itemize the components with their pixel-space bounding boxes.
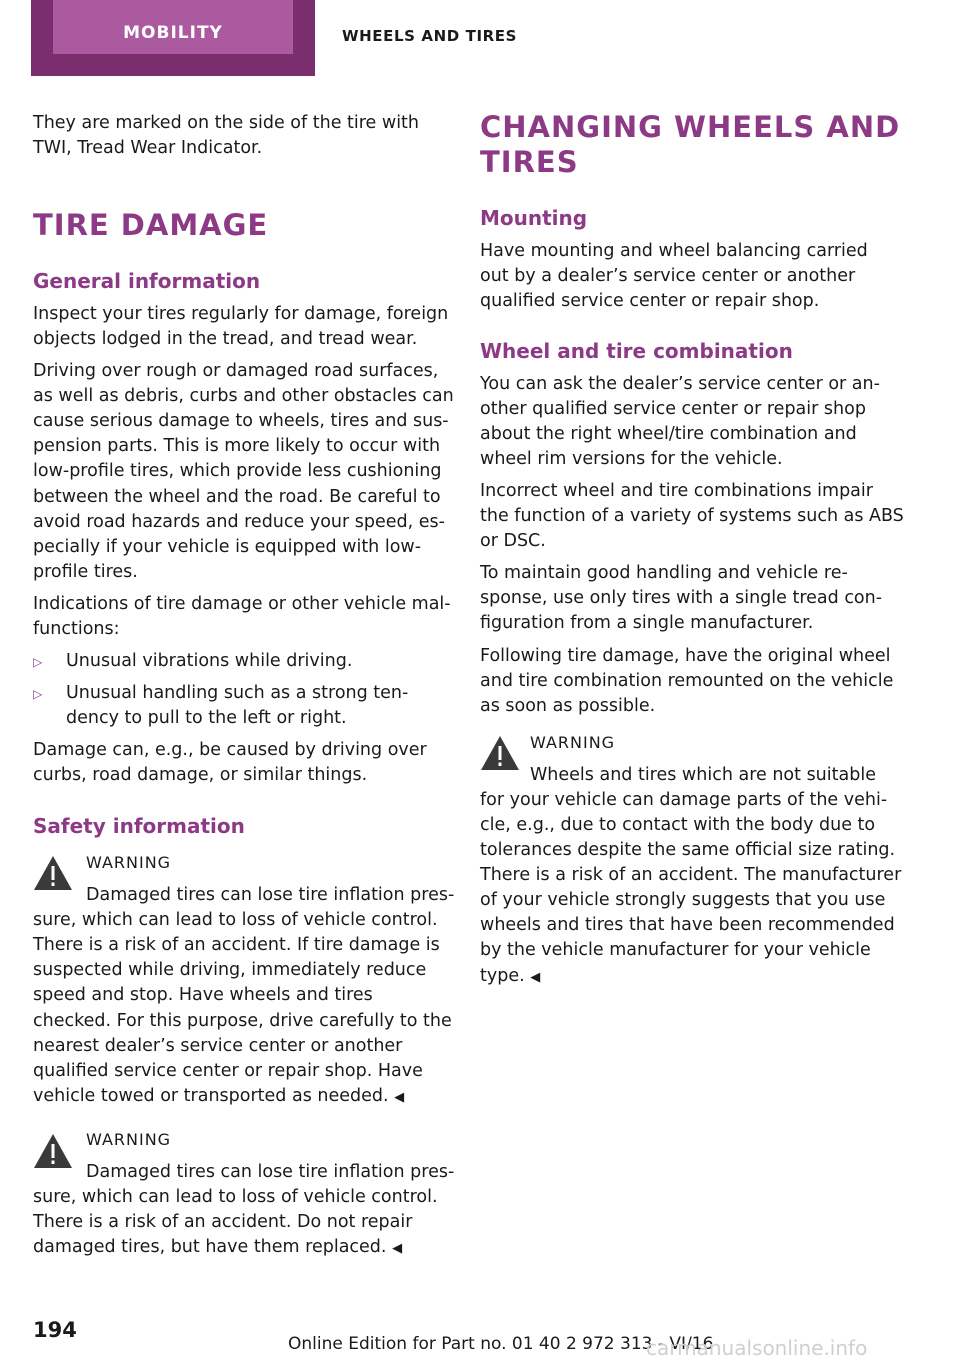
- bullet-arrow-icon: ▷: [33, 655, 43, 669]
- paragraph-line: sponse, use only tires with a single tread con-: [480, 588, 883, 608]
- paragraph-line: other qualified service center or repair shop: [480, 399, 866, 419]
- safety-information-heading: Safety information: [33, 814, 245, 838]
- paragraph-line: To maintain good handling and vehicle re-: [480, 563, 848, 583]
- paragraph-line: objects lodged in the tread, and tread wear.: [33, 329, 418, 349]
- edition-footer: Online Edition for Part no. 01 40 2 972 313 - VI/16: [288, 1334, 714, 1354]
- paragraph-line: wheel rim versions for the vehicle.: [480, 449, 783, 469]
- paragraph-line: profile tires.: [33, 562, 138, 582]
- warning-line: qualified service center or repair shop. Have: [33, 1061, 423, 1081]
- list-item: dency to pull to the left or right.: [66, 708, 347, 728]
- page-number: 194: [33, 1318, 77, 1342]
- warning-line: There is a risk of an accident. If tire damage is: [33, 935, 440, 955]
- mounting-heading: Mounting: [480, 206, 588, 230]
- warning-line: There is a risk of an accident. The manufacturer: [480, 865, 902, 885]
- paragraph-line: functions:: [33, 619, 120, 639]
- warning-label: WARNING: [86, 1130, 172, 1149]
- wheel-tire-combination-heading: Wheel and tire combination: [480, 339, 793, 363]
- paragraph-line: Damage can, e.g., be caused by driving over: [33, 740, 427, 760]
- paragraph-line: the function of a variety of systems such as ABS: [480, 506, 904, 526]
- warning-line: Wheels and tires which are not suitable: [530, 765, 876, 785]
- paragraph-line: Incorrect wheel and tire combinations impair: [480, 481, 873, 501]
- paragraph-line: Following tire damage, have the original wheel: [480, 646, 891, 666]
- warning-line: tolerances despite the same official size rating.: [480, 840, 896, 860]
- warning-line-last: [33, 1235, 402, 1261]
- warning-triangle-icon: [480, 735, 520, 771]
- paragraph-line: between the wheel and the road. Be careful to: [33, 487, 441, 507]
- paragraph-line: pension parts. This is more likely to occur with: [33, 436, 441, 456]
- intro-line: They are marked on the side of the tire with: [33, 113, 420, 133]
- warning-label: WARNING: [86, 853, 172, 872]
- warning-line: by the vehicle manufacturer for your vehicle: [480, 940, 871, 960]
- paragraph-line: as well as debris, curbs and other obstacles can: [33, 386, 454, 406]
- header-tab: [31, 0, 315, 76]
- warning-line: nearest dealer’s service center or another: [33, 1036, 403, 1056]
- chapter-label: MOBILITY: [123, 23, 223, 43]
- warning-line: There is a risk of an accident. Do not repair: [33, 1212, 413, 1232]
- general-information-heading: General information: [33, 269, 261, 293]
- warning-line: sure, which can lead to loss of vehicle control.: [33, 910, 438, 930]
- warning-line: suspected while driving, immediately reduce: [33, 960, 427, 980]
- warning-line: for your vehicle can damage parts of the vehi-: [480, 790, 888, 810]
- warning-line: wheels and tires that have been recommended: [480, 915, 895, 935]
- paragraph-line: Inspect your tires regularly for damage, foreign: [33, 304, 449, 324]
- warning-line: of your vehicle strongly suggests that you use: [480, 890, 886, 910]
- warning-text: damaged tires, but have them replaced.: [33, 1237, 387, 1257]
- header-tab-inner: [53, 0, 293, 54]
- paragraph-line: about the right wheel/tire combination and: [480, 424, 857, 444]
- paragraph-line: or DSC.: [480, 531, 546, 551]
- section-label: WHEELS AND TIRES: [342, 27, 518, 45]
- watermark: carmanualsonline.info: [646, 1336, 868, 1360]
- paragraph-line: curbs, road damage, or similar things.: [33, 765, 368, 785]
- warning-text: type.: [480, 966, 525, 986]
- end-mark-icon: ◀: [394, 1090, 405, 1105]
- paragraph-line: qualified service center or repair shop.: [480, 291, 820, 311]
- warning-line-last: [33, 1084, 404, 1110]
- warning-line: sure, which can lead to loss of vehicle control.: [33, 1187, 438, 1207]
- paragraph-line: avoid road hazards and reduce your speed, es-: [33, 512, 445, 532]
- warning-line: checked. For this purpose, drive carefully to the: [33, 1011, 452, 1031]
- paragraph-line: Driving over rough or damaged road surfaces,: [33, 361, 439, 381]
- warning-line: Damaged tires can lose tire inflation pres-: [86, 1162, 455, 1182]
- tire-damage-heading: TIRE DAMAGE: [33, 208, 269, 242]
- end-mark-icon: ◀: [530, 970, 541, 985]
- warning-line: speed and stop. Have wheels and tires: [33, 985, 373, 1005]
- warning-triangle-icon: [33, 855, 73, 891]
- warning-label: WARNING: [530, 733, 616, 752]
- paragraph-line: Indications of tire damage or other vehicle mal-: [33, 594, 451, 614]
- warning-text: vehicle towed or transported as needed.: [33, 1086, 389, 1106]
- warning-line: cle, e.g., due to contact with the body due to: [480, 815, 876, 835]
- intro-line: TWI, Tread Wear Indicator.: [33, 138, 263, 158]
- paragraph-line: pecially if your vehicle is equipped with low-: [33, 537, 422, 557]
- changing-wheels-heading: TIRES: [480, 145, 579, 179]
- warning-line-last: [480, 964, 540, 990]
- paragraph-line: Have mounting and wheel balancing carried: [480, 241, 868, 261]
- end-mark-icon: ◀: [392, 1241, 403, 1256]
- paragraph-line: as soon as possible.: [480, 696, 656, 716]
- warning-triangle-icon: [33, 1133, 73, 1169]
- paragraph-line: cause serious damage to wheels, tires and sus-: [33, 411, 449, 431]
- list-item: Unusual vibrations while driving.: [66, 651, 353, 671]
- list-item: Unusual handling such as a strong ten-: [66, 683, 409, 703]
- paragraph-line: figuration from a single manufacturer.: [480, 613, 814, 633]
- paragraph-line: out by a dealer’s service center or another: [480, 266, 856, 286]
- paragraph-line: and tire combination remounted on the vehicle: [480, 671, 894, 691]
- bullet-arrow-icon: ▷: [33, 687, 43, 701]
- warning-line: Damaged tires can lose tire inflation pres-: [86, 885, 455, 905]
- changing-wheels-heading: CHANGING WHEELS AND: [480, 110, 901, 144]
- paragraph-line: You can ask the dealer’s service center or an-: [480, 374, 880, 394]
- paragraph-line: low-profile tires, which provide less cushioning: [33, 461, 442, 481]
